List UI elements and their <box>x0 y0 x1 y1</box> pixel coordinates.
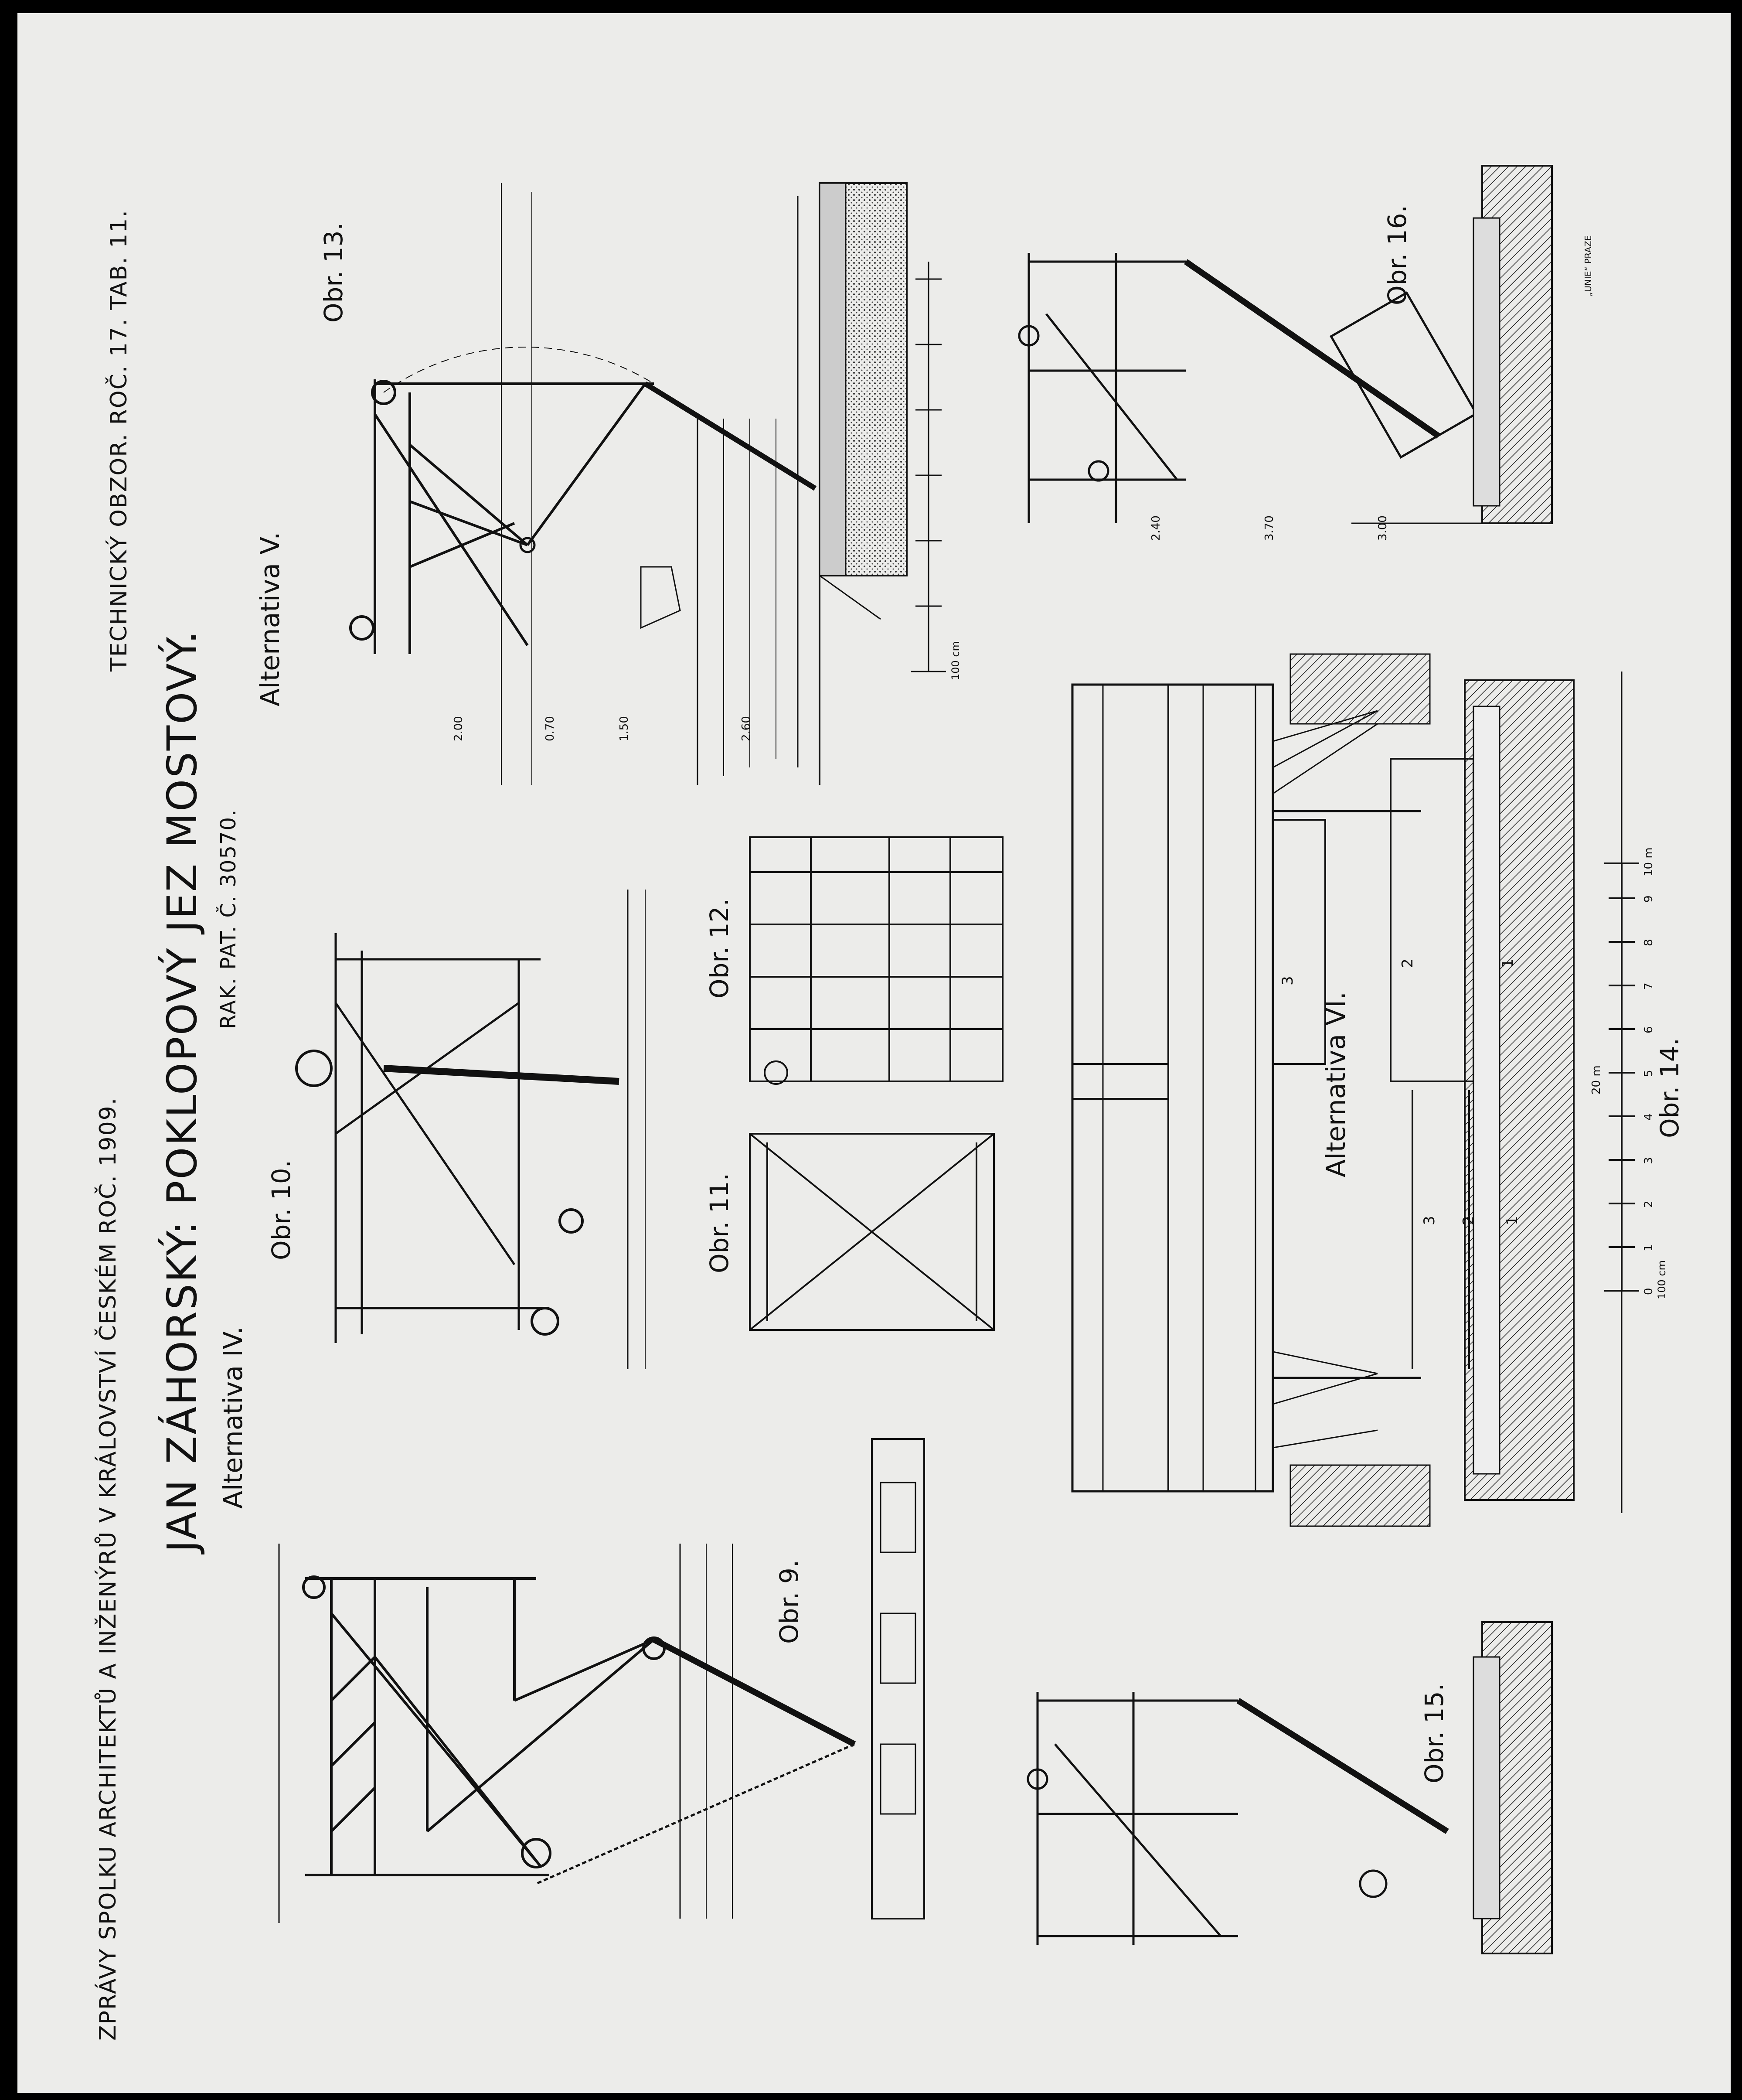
alternative-vi-label: Alternativa VI. <box>1321 992 1351 1177</box>
figure-obr15 <box>1028 1622 1552 1953</box>
printer-mark: „UNIE“ PRAZE <box>1583 235 1593 297</box>
obr13-truss <box>375 379 815 654</box>
figure-label-obr15: Obr. 15. <box>1419 1683 1449 1783</box>
panel-number: 1 <box>1504 1216 1521 1225</box>
main-title: JAN ZÁHORSKÝ: POKLOPOVÝ JEZ MOSTOVÝ. <box>159 629 206 1552</box>
scale-tick: 7 <box>1642 982 1655 990</box>
alternative-v-label: Alternativa V. <box>255 532 286 706</box>
panel-number: 2 <box>1460 1216 1477 1225</box>
figure-label-obr11: Obr. 11. <box>704 1173 734 1273</box>
figure-label-obr16: Obr. 16. <box>1382 205 1412 305</box>
scale-unit-label: 100 cm <box>1656 1260 1668 1299</box>
journal-right-text: TECHNICKÝ OBZOR. ROČ. 17. TAB. 11. <box>106 209 132 672</box>
figure-label-obr14: Obr. 14. <box>1655 1037 1684 1138</box>
scale-tick: 4 <box>1642 1113 1655 1121</box>
figure-obr13 <box>350 183 907 785</box>
scale-tick: 1 <box>1642 1244 1655 1251</box>
dimension-label: 3.00 <box>1376 515 1389 541</box>
figure-label-obr13: Obr. 13. <box>319 222 348 323</box>
scale-unit-label: 100 cm <box>949 641 962 680</box>
scale-tick: 6 <box>1642 1026 1655 1033</box>
header-title-group <box>158 630 206 1555</box>
dimension-label: 2.40 <box>1150 515 1163 541</box>
obr13-lines <box>501 183 820 785</box>
panel-number: 3 <box>1421 1216 1438 1225</box>
journal-left-text: ZPRÁVY SPOLKU ARCHITEKTŮ A INŽENÝRŮ V KRÁLOVSTVÍ ČESKÉM ROČ. 1909. <box>95 1097 121 2041</box>
panel-number: 3 <box>1279 976 1296 985</box>
figure-obr16 <box>1019 166 1552 523</box>
scale-span-label: 20 m <box>1590 1065 1603 1094</box>
figure-label-obr9: Obr. 9. <box>774 1559 804 1644</box>
scale-tick: 9 <box>1642 895 1655 903</box>
header-journal-left <box>94 1097 121 2041</box>
panel-number: 1 <box>1499 958 1517 968</box>
obr14-scale <box>1604 863 1639 1291</box>
figure-label-obr10: Obr. 10. <box>266 1159 296 1260</box>
patent-group <box>216 809 241 1029</box>
figure-obr10 <box>296 890 645 1369</box>
patent-number: RAK. PAT. Č. 30570. <box>216 808 241 1029</box>
scale-tick: 3 <box>1642 1157 1655 1164</box>
scale-tick-labels <box>1642 847 1655 1295</box>
obr13-scale <box>911 262 946 672</box>
scale-tick: 5 <box>1642 1070 1655 1077</box>
scale-tick: 0 <box>1642 1288 1655 1295</box>
dimension-label: 2.00 <box>452 716 465 741</box>
alternative-iv-label: Alternativa IV. <box>218 1326 248 1509</box>
figure-obr9 <box>279 1439 924 1923</box>
figure-obr11 <box>750 1134 994 1330</box>
dimension-label: 2.60 <box>740 716 753 741</box>
figure-obr12 <box>750 837 1003 1084</box>
dimension-label: 1.50 <box>618 716 631 741</box>
panel-number: 2 <box>1399 958 1416 968</box>
scale-tick: 2 <box>1642 1200 1655 1208</box>
journal-right-group <box>105 209 132 672</box>
scale-tick: 8 <box>1642 939 1655 946</box>
scale-tick: 10 m <box>1642 847 1655 876</box>
dimension-label: 0.70 <box>544 716 557 741</box>
figure-label-obr12: Obr. 12. <box>704 898 734 999</box>
dimension-label: 3.70 <box>1263 515 1276 541</box>
